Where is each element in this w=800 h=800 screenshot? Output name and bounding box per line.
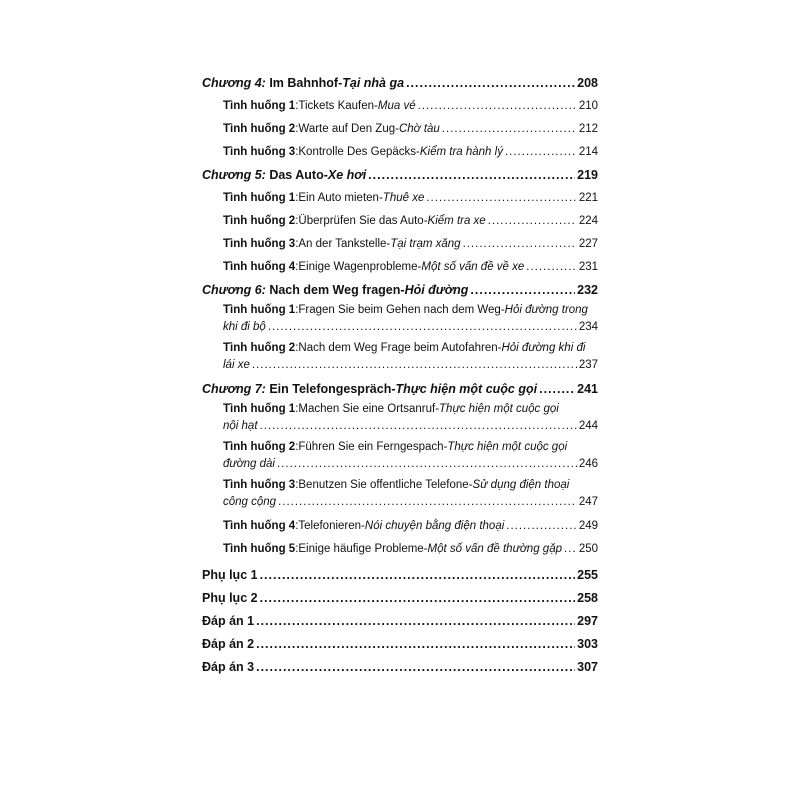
german-title: Ein Telefongespräch — [269, 382, 392, 396]
colon: : — [295, 520, 299, 532]
situation-label: Tình huống 2 — [223, 215, 296, 227]
title-separator: - — [361, 520, 365, 532]
vietnamese-title-continued: khi đi bộ — [223, 321, 266, 333]
vietnamese-title: Hỏi đường khi đi — [501, 342, 586, 354]
table-of-contents — [202, 72, 598, 679]
page-number: 232 — [577, 283, 598, 297]
german-title: Kontrolle Des Gepäcks — [298, 146, 417, 158]
page-number: 255 — [577, 568, 598, 582]
situation-label: Tình huống 2 — [223, 342, 296, 354]
dot-leader — [463, 233, 577, 256]
german-title: Einige Wagenprobleme — [298, 261, 418, 273]
title-separator: - — [435, 403, 440, 415]
vietnamese-title: Hỏi đường trong — [504, 304, 588, 316]
title-separator: - — [400, 283, 405, 297]
answers-label: Đáp án 1 — [202, 614, 255, 628]
vietnamese-title: Xe hơi — [327, 168, 367, 182]
german-title: Benutzen Sie offentliche Telefone — [298, 479, 469, 491]
title-separator: - — [417, 261, 422, 273]
situation-label: Tình huống 5 — [223, 543, 296, 555]
page-number: 303 — [577, 637, 598, 651]
toc-situation-5-1[interactable] — [202, 187, 598, 210]
dot-leader — [252, 356, 577, 374]
situation-label: Tình huống 1 — [223, 100, 296, 112]
toc-situation-7-3-cont[interactable] — [202, 493, 598, 511]
toc-chapter-4[interactable] — [202, 72, 598, 95]
toc-answers-1[interactable] — [202, 610, 598, 633]
chapter-label: Chương 5: — [202, 168, 266, 182]
vietnamese-title: Nói chuyện bằng điện thoại — [364, 520, 505, 532]
page-number: 221 — [578, 192, 598, 204]
toc-situation-4-3[interactable] — [202, 141, 598, 164]
german-title: Warte auf Den Zug — [298, 123, 396, 135]
toc-situation-7-4[interactable] — [202, 515, 598, 538]
toc-situation-7-2[interactable] — [202, 439, 598, 455]
page-number: 224 — [578, 215, 598, 227]
toc-situation-4-2[interactable] — [202, 118, 598, 141]
situation-label: Tình huống 2 — [223, 123, 296, 135]
colon: : — [295, 215, 299, 227]
german-title: Nach dem Weg fragen — [269, 283, 401, 297]
vietnamese-title-continued: công cộng — [223, 496, 277, 508]
title-separator: - — [386, 238, 391, 250]
toc-answers-3[interactable] — [202, 656, 598, 679]
colon: : — [295, 192, 299, 204]
vietnamese-title-continued: lái xe — [223, 359, 250, 371]
toc-appendix-1[interactable] — [202, 564, 598, 587]
appendix-label: Phụ lục 1 — [202, 568, 258, 582]
page-number: 258 — [577, 591, 598, 605]
vietnamese-title: Chờ tàu — [398, 123, 440, 135]
situation-label: Tình huống 3 — [223, 479, 296, 491]
title-separator: - — [497, 342, 502, 354]
colon: : — [295, 342, 299, 354]
page-number: 234 — [578, 321, 598, 333]
title-separator: - — [423, 543, 428, 555]
situation-label: Tình huống 3 — [223, 146, 296, 158]
colon: : — [295, 543, 299, 555]
situation-label: Tình huống 4 — [223, 520, 296, 532]
vietnamese-title: Tại nhà ga — [342, 76, 405, 90]
dot-leader — [256, 656, 575, 679]
german-title: Telefonieren — [298, 520, 362, 532]
page-number: 246 — [578, 458, 598, 470]
dot-leader — [278, 493, 577, 511]
appendix-label: Phụ lục 2 — [202, 591, 258, 605]
dot-leader — [260, 417, 577, 435]
page-number: 212 — [578, 123, 598, 135]
toc-chapter-7[interactable] — [202, 378, 598, 401]
title-separator: - — [416, 146, 420, 158]
toc-situation-7-1-cont[interactable] — [202, 417, 598, 435]
page-number: 227 — [578, 238, 598, 250]
vietnamese-title: Tại trạm xăng — [390, 238, 461, 250]
dot-leader — [564, 538, 577, 561]
german-title: Im Bahnhof — [269, 76, 339, 90]
page-number: 219 — [577, 168, 598, 182]
title-separator: - — [468, 479, 473, 491]
dot-leader — [470, 279, 575, 302]
german-title: Ein Auto mieten — [298, 192, 379, 204]
vietnamese-title: Thuê xe — [382, 192, 425, 204]
page-number: 231 — [578, 261, 598, 273]
toc-situation-6-1[interactable] — [202, 302, 598, 318]
toc-chapter-6[interactable] — [202, 279, 598, 302]
vietnamese-title: Hỏi đường — [404, 283, 469, 297]
situation-label: Tình huống 1 — [223, 192, 296, 204]
dot-leader — [488, 210, 577, 233]
toc-chapter-5[interactable] — [202, 164, 598, 187]
title-separator: - — [323, 168, 328, 182]
page-number: 250 — [578, 543, 598, 555]
title-separator: - — [443, 441, 448, 453]
title-separator: - — [500, 304, 505, 316]
dot-leader — [418, 95, 577, 118]
page-number: 237 — [578, 359, 598, 371]
title-separator: - — [391, 382, 396, 396]
german-title: Überprüfen Sie das Auto — [298, 215, 424, 227]
title-separator: - — [338, 76, 343, 90]
vietnamese-title: Một số vấn đề về xe — [421, 261, 525, 273]
colon: : — [295, 261, 299, 273]
dot-leader — [256, 633, 575, 656]
vietnamese-title: Thực hiện một cuộc gọi — [395, 382, 538, 396]
vietnamese-title-continued: đường dài — [223, 458, 275, 470]
situation-label: Tình huống 1 — [223, 403, 296, 415]
toc-appendix-2[interactable] — [202, 587, 598, 610]
chapter-label: Chương 7: — [202, 382, 266, 396]
situation-label: Tình huống 1 — [223, 304, 296, 316]
page-number: 244 — [578, 420, 598, 432]
vietnamese-title: Sử dụng điện thoại — [472, 479, 570, 491]
colon: : — [295, 100, 299, 112]
toc-situation-6-2-cont[interactable] — [202, 356, 598, 374]
dot-leader — [268, 318, 577, 336]
german-title: An der Tankstelle — [298, 238, 387, 250]
vietnamese-title: Thực hiện một cuộc gọi — [439, 403, 559, 415]
toc-situation-4-1[interactable] — [202, 95, 598, 118]
toc-situation-5-3[interactable] — [202, 233, 598, 256]
colon: : — [295, 304, 299, 316]
dot-leader — [426, 187, 576, 210]
toc-situation-6-1-cont[interactable] — [202, 318, 598, 336]
answers-label: Đáp án 2 — [202, 637, 255, 651]
dot-leader — [406, 72, 575, 95]
colon: : — [295, 479, 299, 491]
vietnamese-title: Một số vấn đề thường gặp — [427, 543, 562, 555]
german-title: Machen Sie eine Ortsanruf — [298, 403, 436, 415]
dot-leader — [526, 256, 577, 279]
vietnamese-title: Kiểm tra xe — [427, 215, 486, 227]
toc-situation-7-1[interactable] — [202, 401, 598, 417]
title-separator: - — [395, 123, 399, 135]
toc-situation-7-2-cont[interactable] — [202, 455, 598, 473]
answers-label: Đáp án 3 — [202, 660, 255, 674]
dot-leader — [277, 455, 577, 473]
situation-label: Tình huống 4 — [223, 261, 296, 273]
title-separator: - — [423, 215, 428, 227]
colon: : — [295, 403, 299, 415]
colon: : — [295, 441, 299, 453]
toc-situation-7-3[interactable] — [202, 477, 598, 493]
german-title: Einige häufige Probleme — [298, 543, 424, 555]
title-separator: - — [378, 192, 383, 204]
vietnamese-title-continued: nội hạt — [223, 420, 258, 432]
situation-label: Tình huống 2 — [223, 441, 296, 453]
dot-leader — [442, 118, 577, 141]
situation-label: Tình huống 3 — [223, 238, 296, 250]
page-number: 241 — [577, 382, 598, 396]
page-number: 307 — [577, 660, 598, 674]
german-title: Führen Sie ein Ferngespach — [298, 441, 444, 453]
title-separator: - — [374, 100, 378, 112]
vietnamese-title: Thực hiện một cuộc gọi — [447, 441, 568, 453]
dot-leader — [260, 587, 576, 610]
dot-leader — [260, 564, 576, 587]
page-number: 208 — [577, 76, 598, 90]
dot-leader — [506, 515, 577, 538]
toc-situation-5-4[interactable] — [202, 256, 598, 279]
page-number: 247 — [578, 496, 598, 508]
toc-answers-2[interactable] — [202, 633, 598, 656]
chapter-label: Chương 6: — [202, 283, 266, 297]
vietnamese-title: Mua vé — [377, 100, 416, 112]
colon: : — [295, 238, 299, 250]
german-title: Nach dem Weg Frage beim Autofahren — [298, 342, 498, 354]
colon: : — [295, 123, 299, 135]
dot-leader — [505, 141, 577, 164]
german-title: Fragen Sie beim Gehen nach dem Weg — [298, 304, 501, 316]
dot-leader — [256, 610, 575, 633]
page-number: 214 — [578, 146, 598, 158]
chapter-label: Chương 4: — [202, 76, 266, 90]
vietnamese-title: Kiểm tra hành lý — [419, 146, 503, 158]
toc-situation-6-2[interactable] — [202, 340, 598, 356]
page-number: 210 — [578, 100, 598, 112]
german-title: Das Auto — [269, 168, 324, 182]
dot-leader — [539, 378, 575, 401]
toc-situation-7-5[interactable] — [202, 538, 598, 561]
dot-leader — [368, 164, 575, 187]
german-title: Tickets Kaufen — [298, 100, 375, 112]
colon: : — [295, 146, 299, 158]
toc-situation-5-2[interactable] — [202, 210, 598, 233]
page-number: 297 — [577, 614, 598, 628]
page-number: 249 — [578, 520, 598, 532]
